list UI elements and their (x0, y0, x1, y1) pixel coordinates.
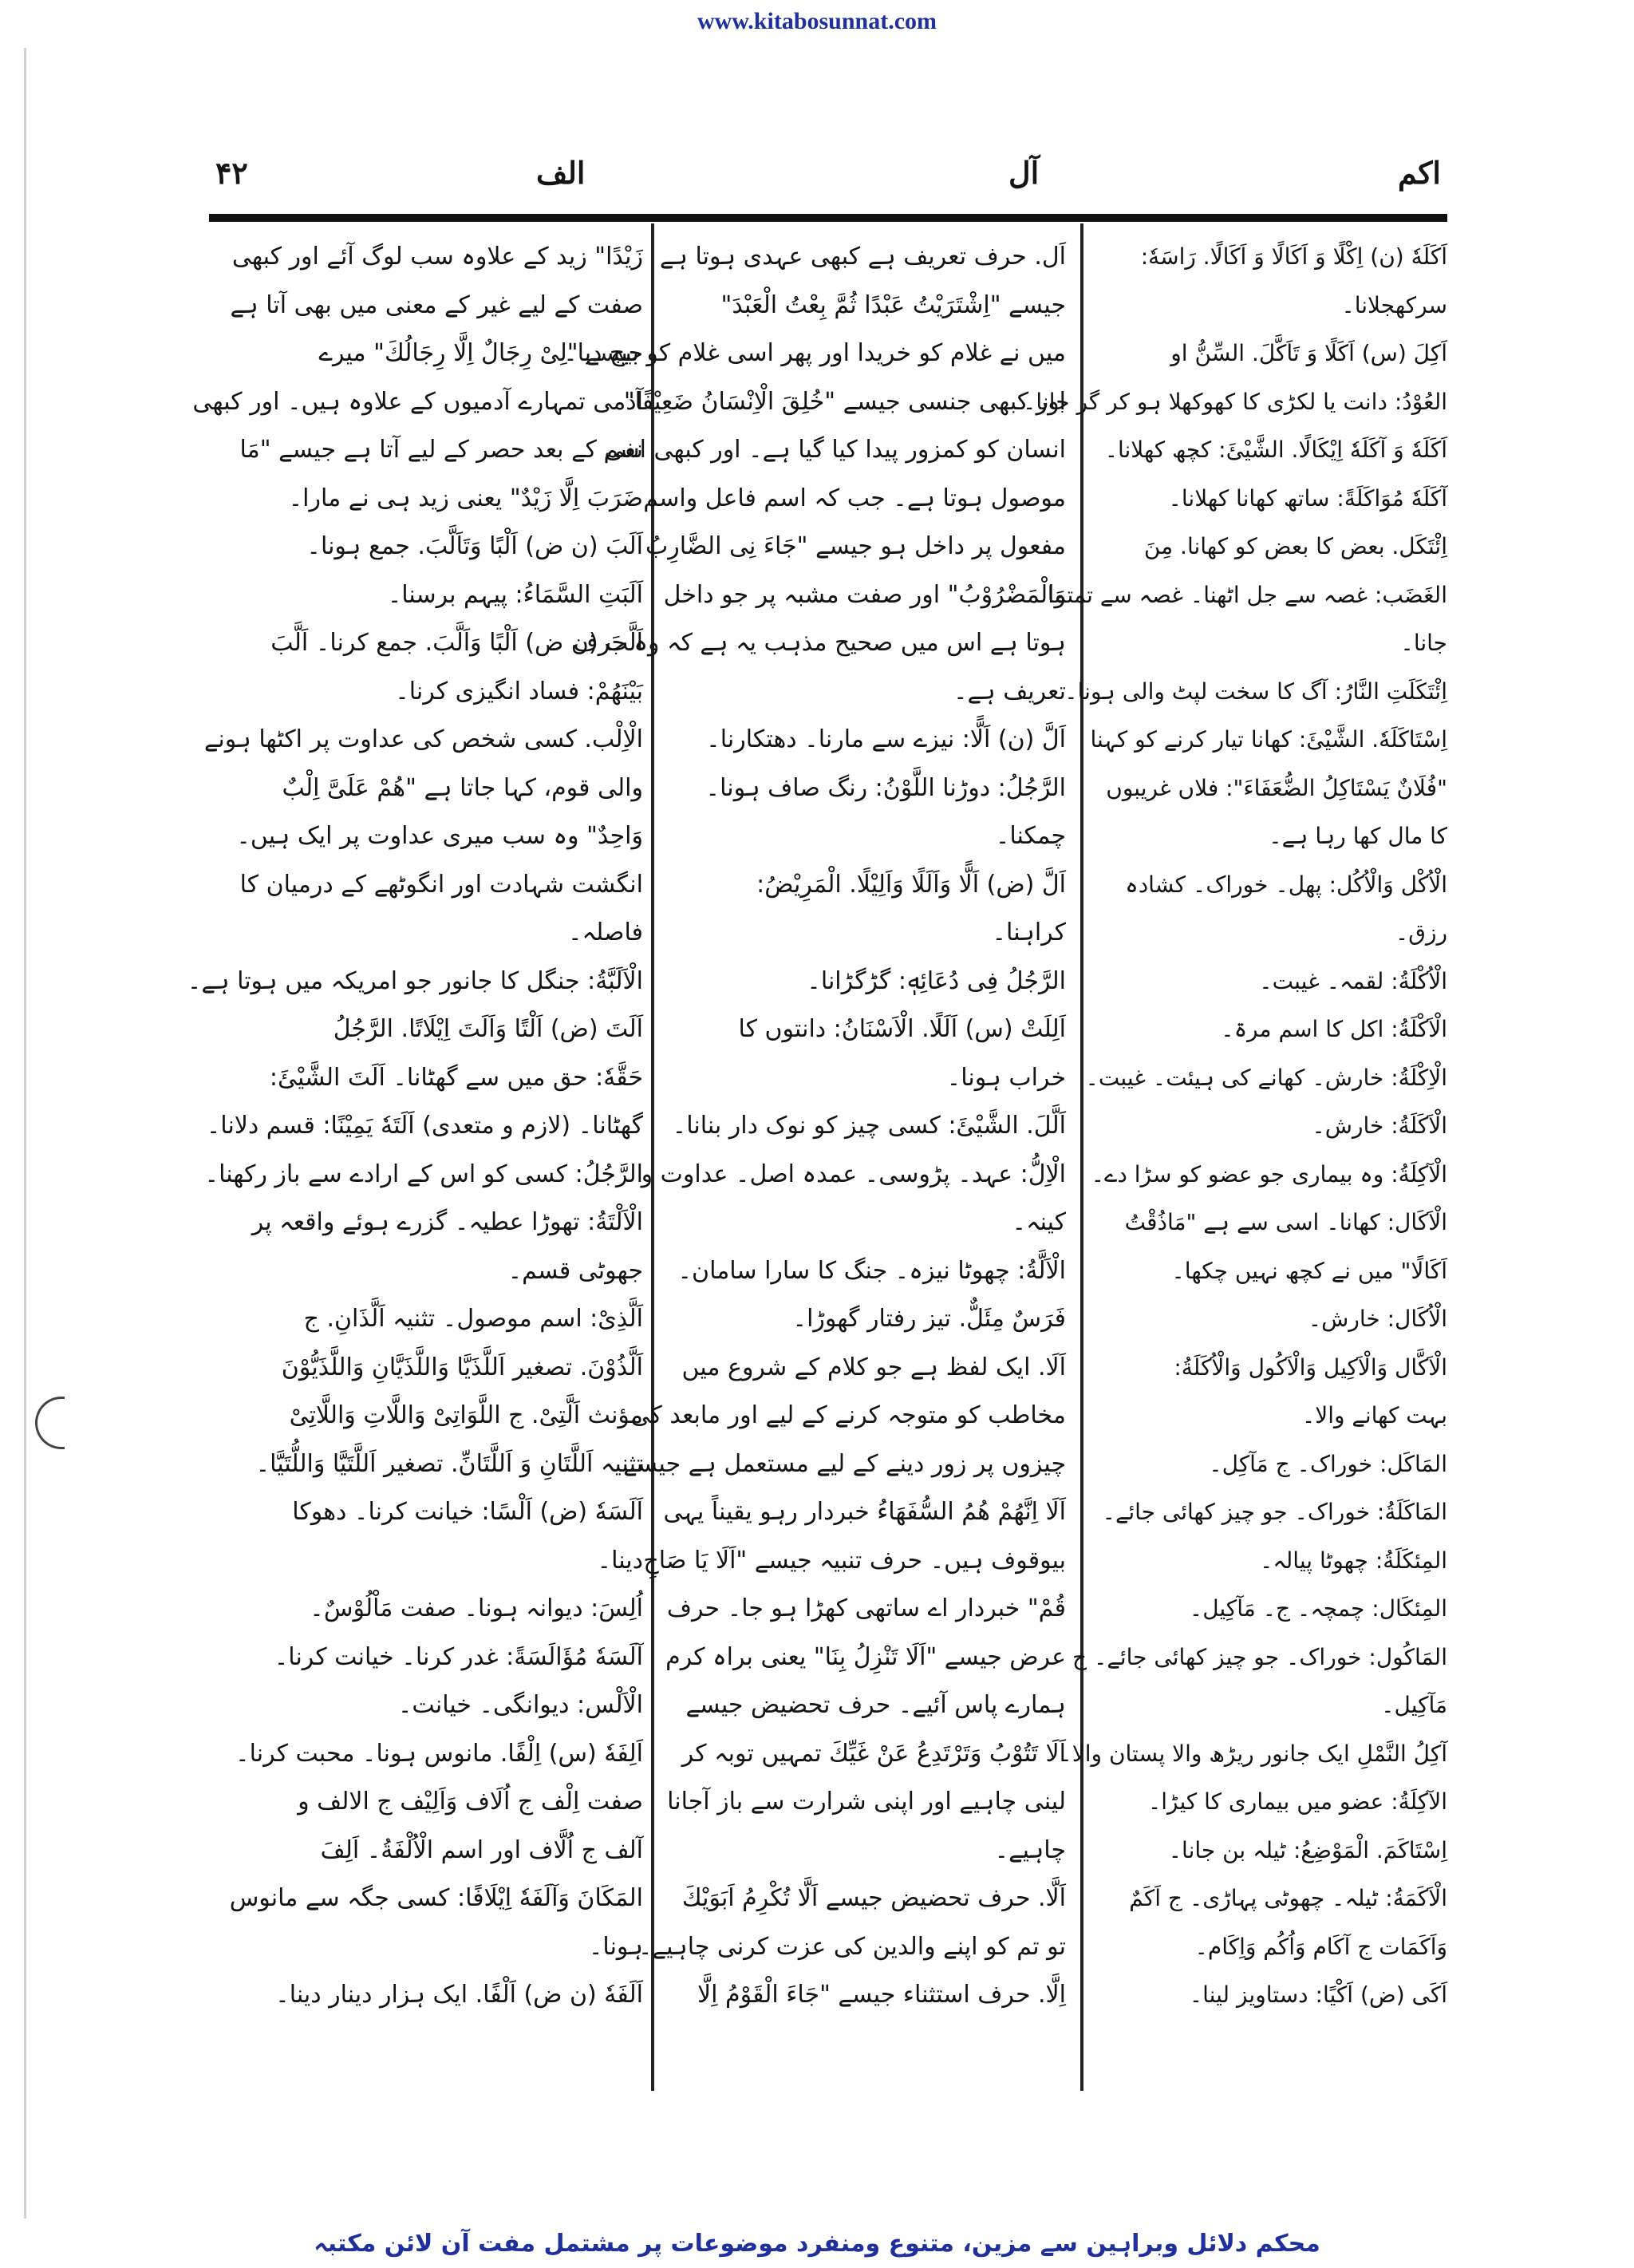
entry-line: اَل. حرف تعریف ہے کبھی عہدی ہوتا ہے (659, 243, 1066, 271)
catchword: اکم (1398, 155, 1441, 191)
binding-mark (35, 1397, 65, 1449)
entry-line: کینہ۔ (1012, 1208, 1066, 1236)
entry-line: الْاِلْب. کسی شخص کی عداوت پر اکٹھا ہونے (203, 725, 643, 753)
entry-line: الْاِکْلَةُ: خارش۔ کھانے کی ہیئت۔ غیبت۔ (1085, 1064, 1447, 1091)
entry-line: انگشت شہادت اور انگوٹھے کے درمیان کا (239, 870, 643, 899)
entry-line: انسان کو کمزور پیدا کیا گیا ہے۔ اور کبھی اسم (603, 436, 1066, 464)
entry-line: اَلَّذُوْنَ. تصغیر اَللَّذَیَّا وَاللَّذَیَّانِ وَاللَّذَیُّوْنَ (281, 1353, 643, 1381)
entry-line: الْاَکَلَةُ: خارش۔ (1312, 1112, 1447, 1139)
entry-line: اَلَا. ایک لفظ ہے جو کلام کے شروع میں (681, 1353, 1066, 1381)
entry-line: فَرَسٌ مِئَلٌّ. تیز رفتار گھوڑا۔ (792, 1305, 1066, 1333)
entry-line: الرَّجُلُ: دوڑنا اللَّوْنُ: رنگ صاف ہونا۔ (705, 773, 1066, 802)
entry-line: اَکَی (ض) اَکْیًا: دستاویز لینا۔ (1189, 1982, 1447, 2008)
section-letter: الف (536, 155, 586, 191)
entry-line: الْاَلَّةُ: چھوٹا نیزہ۔ جنگ کا سارا سامان۔ (677, 1256, 1066, 1285)
header-rule (209, 214, 1447, 222)
entry-line: الغَضَب: غصہ سے جل اٹھنا۔ غصہ سے تمتما (1047, 581, 1447, 608)
entry-line: موصول ہوتا ہے۔ جب کہ اسم فاعل واسم (643, 484, 1066, 512)
entry-line: اِئْتَکَل. بعض کا بعض کو کھانا. مِنَ (1143, 533, 1447, 559)
entry-line: الرَّجُلُ: کسی کو اس کے ارادے سے باز رکھنا۔ (204, 1160, 643, 1188)
entry-line: ہونا۔ (588, 1932, 643, 1961)
entry-line: چاہیے۔ (994, 1835, 1066, 1864)
entry-line: میں نے غلام کو خریدا اور پھر اسی غلام کو بیچ دیا۔ (563, 339, 1066, 367)
entry-line: لینی چاہیے اور اپنی شرارت سے باز آجانا (667, 1788, 1066, 1816)
entry-line: مفعول پر داخل ہو جیسے "جَاءَ نِی الضَّارِبُ (645, 532, 1066, 560)
entry-line: جیسے "اِشْتَرَیْتُ عَبْدًا ثُمَّ بِعْتُ الْعَبْدَ" (720, 290, 1066, 319)
entry-line: زَیْدًا" زید کے علاوہ سب لوگ آئے اور کبھی (231, 243, 643, 271)
entry-line: الْاَکَّال وَالْاَکِیل وَالْاَکُول وَالْاُکَلَةُ: (1174, 1353, 1447, 1381)
entry-line: اُلِسَ: دیوانہ ہونا۔ صفت مَاْلُوْسٌ۔ (310, 1594, 643, 1622)
entry-line: مَآکِیل۔ (1381, 1692, 1447, 1718)
entry-line: چمکنا۔ (995, 822, 1066, 850)
entry-line: عرض جیسے "اَلَا تَنْزِلُ بِنَا" یعنی براہ کرم (665, 1642, 1066, 1671)
entry-line: صفت کے لیے غیر کے معنی میں بھی آتا ہے (230, 290, 643, 319)
entry-line: آکِلُ النَّمْلِ ایک جانور ریڑھ والا پستان والا۔ (1059, 1740, 1447, 1767)
column-divider (1080, 223, 1083, 2091)
entry-line: اَکَلَهٗ وَ آکَلَهٗ اِیْکَالًا. الشَّیْئَ: کچھ کھلانا۔ (1104, 437, 1447, 463)
entry-line: حَقَّهٗ: حق میں سے گھٹانا۔ اَلَتَ الشَّیْئَ: (269, 1063, 643, 1092)
entry-line: وَاحِدٌ" وہ سب میری عداوت پر ایک ہیں۔ (236, 822, 643, 850)
entry-line: اَلَبَتِ السَّمَاءُ: پیہم برسنا۔ (387, 580, 643, 609)
entry-line: اَلَّذِیْ: اسم موصول۔ تثنیہ اَلَّذَانِ. ج (303, 1305, 643, 1333)
entry-line: الرَّجُلُ فِی دُعَائِهٖ: گڑگڑانا۔ (807, 966, 1066, 995)
page-edge-shadow (24, 48, 26, 2219)
entry-line: اَکَلَهٗ (ن) اِکْلًا وَ اَکَالًا وَ اَکَالًا. رَاسَهٗ: (1140, 243, 1447, 270)
entry-line: آلَسَهٗ مُؤَالَسَةً: غدر کرنا۔ خیانت کرنا۔ (274, 1642, 643, 1671)
entry-line: اَلَّا. حرف تحضیض جیسے اَلَّا تُکْرِمُ اَبَوَیْكَ (681, 1884, 1066, 1912)
entry-line: کا مال کھا رہا ہے۔ (1269, 823, 1447, 849)
entry-line: قُمْ" خبردار اے ساتھی کھڑا ہو جا۔ حرف (666, 1594, 1066, 1622)
entry-line: سرکھجلانا۔ (1341, 291, 1447, 318)
dictionary-column-left (187, 233, 643, 2092)
entry-line: تعریف ہے۔ (953, 677, 1066, 705)
entry-line: الْاُکْلَةُ: لقمہ۔ غیبت۔ (1259, 967, 1447, 994)
entry-line: تثنیہ اَللَّتَانِ وَ اَللَّتَانِّ. تصغیر اَللَّتَیَّا وَاللُّتَیَّا۔ (255, 1449, 643, 1478)
entry-line: آدمی تمہارے آدمیوں کے علاوہ ہیں۔ اور کبھی (192, 387, 643, 416)
entry-line: تو تم کو اپنے والدین کی عزت کرنی چاہیے۔ (637, 1932, 1066, 1961)
entry-line: الْاَلَبَّةُ: جنگل کا جانور جو امریکہ میں ہوتا ہے۔ (187, 966, 643, 995)
entry-line: اِئْتَکَلَتِ النَّارُ: آگ کا سخت لپٹ والی ہونا۔ (1064, 678, 1447, 705)
entry-line: گھٹانا۔ (لازم و متعدی) اَلَتَهٗ یَمِیْنًا: قسم دلانا۔ (206, 1112, 643, 1140)
entry-line: الآکِلَةُ: عضو میں بیماری کا کیڑا۔ (1147, 1788, 1447, 1815)
site-url[interactable]: www.kitabosunnat.com (697, 8, 937, 34)
entry-line: جھوٹی قسم۔ (507, 1256, 643, 1285)
entry-line: اَلَّلَ. الشَّیْئَ: کسی چیز کو نوک دار بنانا۔ (672, 1112, 1066, 1140)
entry-line: اَلَّ (ن) اَلًّا: نیزے سے مارنا۔ دھتکارنا۔ (706, 725, 1066, 753)
entry-line: بیوقوف ہیں۔ حرف تنبیہ جیسے "اَلَا یَا صَاحِ (643, 1546, 1066, 1575)
entry-line: اَلَفَهٗ (ن ض) اَلْفًا. ایک ہزار دینار دینا۔ (275, 1981, 643, 2009)
entry-line: الْاَلْتَةُ: تھوڑا عطیہ۔ گزرے ہوئے واقعہ پر (251, 1208, 643, 1236)
entry-line: الْاِلُّ: عہد۔ پڑوسی۔ عمدہ اصل۔ عداوت و (641, 1160, 1066, 1188)
entry-line: الْاَکَمَةُ: ٹیلہ۔ چھوٹی پہاڑی۔ ج اَکَمٌ (1129, 1885, 1447, 1911)
entry-line: الْآکِلَةُ: وہ بیماری جو عضو کو سڑا دے۔ (1091, 1160, 1447, 1187)
page-number: ۴۲ (215, 155, 248, 191)
entry-line: اَلَتَ (ض) اَلْتًا وَاَلَتَ اِیْلَاتًا. الرَّجُلُ (333, 1015, 643, 1043)
entry-line: اَلَا اِنَّهُمْ هُمُ السُّفَهَاءُ خبردار رہو یقیناً یہی (663, 1498, 1066, 1526)
entry-line: اِسْتَاکَمَ. الْمَوْضِعُ: ٹیلہ بن جانا۔ (1168, 1836, 1447, 1863)
entry-line: "فُلَانٌ یَسْتَاکِلُ الضُّعَفَاءَ": فلاں غریبوں (1106, 774, 1447, 801)
entry-line: کراہنا۔ (992, 919, 1066, 946)
entry-line: اَلَبَ (ن ض) اَلْبًا وَتَاَلَّبَ. جمع ہونا۔ (306, 532, 643, 560)
entry-line: الْاُکَال: خارش۔ (1308, 1306, 1447, 1332)
entry-line: وَاَکَمَات ج آکَام وَاُکُم وَاِکَام۔ (1194, 1933, 1447, 1960)
entry-line: اَلَا تَتُوْبُ وَتَرْتَدِعُ عَنْ غَیِّكَ تمہیں توبہ کر (681, 1739, 1066, 1768)
entry-line: الْاَکَال: کھانا۔ اسی سے ہے "مَاذُقْتُ (1124, 1209, 1447, 1235)
entry-line: فاصلہ۔ (567, 919, 643, 946)
entry-line: اَکَالًا" میں نے کچھ نہیں چکھا۔ (1171, 1257, 1447, 1284)
entry-line: المِئکَال: چمچہ۔ ج۔ مَآکِیل۔ (1189, 1595, 1447, 1622)
entry-line: اَلِلَتْ (س) اَلَلًا. الْاَسْنَانُ: دانتوں کا (738, 1015, 1066, 1043)
entry-line: العُوْدُ: دانت یا لکڑی کا کھوکھلا ہو کر گر جانا۔ (1022, 388, 1447, 415)
entry-line: اِلَّا. حرف استثناء جیسے "جَاءَ الْقَوْمُ اِلَّا (697, 1981, 1066, 2009)
entry-line: آلف ج اُلَّاف اور اسم الْاُلْفَةُ۔ اَلِفَ (320, 1835, 643, 1864)
entry-line: رزق۔ (1395, 919, 1447, 946)
entry-line: الْاَلْس: دیوانگی۔ خیانت۔ (397, 1691, 643, 1719)
entry-line: وَالْمَضْرُوْبُ" اور صفت مشبہ پر جو داخل (663, 580, 1066, 609)
entry-line: جانا۔ (1400, 630, 1447, 656)
entry-line: اَلَّبَ (ن ض) اَلْبًا وَاَلَّبَ. جمع کرنا۔ اَلَّبَ (270, 629, 643, 657)
entry-range: آل (1008, 155, 1040, 191)
entry-line: والی قوم، کہا جاتا ہے "هُمْ عَلَیَّ اِلْبٌ (282, 773, 643, 802)
entry-line: بہت کھانے والا۔ (1301, 1402, 1447, 1428)
entry-line: الْاَکْلَةُ: اکل کا اسم مرۃ۔ (1221, 1016, 1447, 1042)
entry-line: المَاکَل: خوراک۔ ج مَآکِل۔ (1209, 1450, 1447, 1477)
entry-line: المَاکُول: خوراک۔ جو چیز کھائی جائے۔ ج (1072, 1643, 1447, 1670)
entry-line: مؤنث اَلَّتِیْ. ج اللَّوَاتِیْ وَاللَّاتِ وَاللَّاتِیْ (289, 1401, 643, 1429)
entry-line: چیزوں پر زور دینے کے لیے مستعمل ہے جیسے (623, 1449, 1066, 1478)
entry-line: مخاطب کو متوجہ کرنے کے لیے اور مابعد کی (630, 1401, 1066, 1429)
page-header (209, 142, 1447, 206)
entry-line: جیسے "لِیْ رِجَالٌ اِلَّا رِجَالُكَ" میرے (318, 339, 643, 367)
entry-line: اِسْتَاکَلَهٗ. الشَّیْئَ: کھانا تیار کرنے کو کہنا (1090, 726, 1447, 753)
entry-line: الْاُکْل وَالْاُکُل: پھل۔ خوراک۔ کشادہ (1125, 871, 1447, 898)
entry-line: ہمارے پاس آئیے۔ حرف تحضیض جیسے (685, 1691, 1066, 1719)
entry-line: بَیْنَهُمْ: فساد انگیزی کرنا۔ (395, 677, 643, 705)
entry-line: اَلَسَهٗ (ض) اَلْسًا: خیانت کرنا۔ دھوکا (292, 1498, 643, 1526)
entry-line: المَکَانَ وَآلَفَهٗ اِیْلَافًا: کسی جگہ سے مانوس (229, 1884, 643, 1912)
entry-line: اور کبھی جنسی جیسے "خُلِقَ الْاِنْسَانُ ضَعِیْفًا" (623, 387, 1066, 416)
entry-line: نفی کے بعد حصر کے لیے آتا ہے جیسے "مَا (239, 436, 643, 464)
entry-line: المِئکَلَةُ: چھوٹا پیالہ۔ (1259, 1547, 1447, 1574)
entry-line: خراب ہونا۔ (946, 1063, 1066, 1092)
footer-banner[interactable]: محکم دلائل وبراہین سے مزین، متنوع ومنفرد موضوعات پر مشتمل مفت آن لائن مکتبہ (314, 2230, 1320, 2258)
entry-line: ہوتا ہے اس میں صحیح مذہب یہ ہے کہ وہ حرف (573, 629, 1066, 657)
entry-line: دینا۔ (597, 1546, 643, 1575)
entry-line: آکَلَهٗ مُوَاکَلَةً: ساتھ کھانا کھلانا۔ (1168, 484, 1447, 512)
entry-line: اَلَّ (ض) اَلًّا وَاَلَلًا وَاَلِیْلًا. الْمَرِیْضُ: (756, 870, 1066, 899)
entry-line: المَاکَلَةُ: خوراک۔ جو چیز کھائی جائے۔ (1102, 1499, 1447, 1525)
entry-line: صفت اِلْف ج اُلَاف وَاَلِیْف ج الالف و (298, 1788, 643, 1816)
entry-line: اَلِفَهٗ (س) اِلْفًا. مانوس ہونا۔ محبت کرنا۔ (235, 1739, 643, 1768)
entry-line: ضَرَبَ اِلَّا زَیْدٌ" یعنی زید ہی نے مارا۔ (288, 484, 643, 512)
entry-line: اَکِلَ (س) اَکَلًا وَ تَاَکَّلَ. السِّنُّ او (1170, 340, 1447, 366)
